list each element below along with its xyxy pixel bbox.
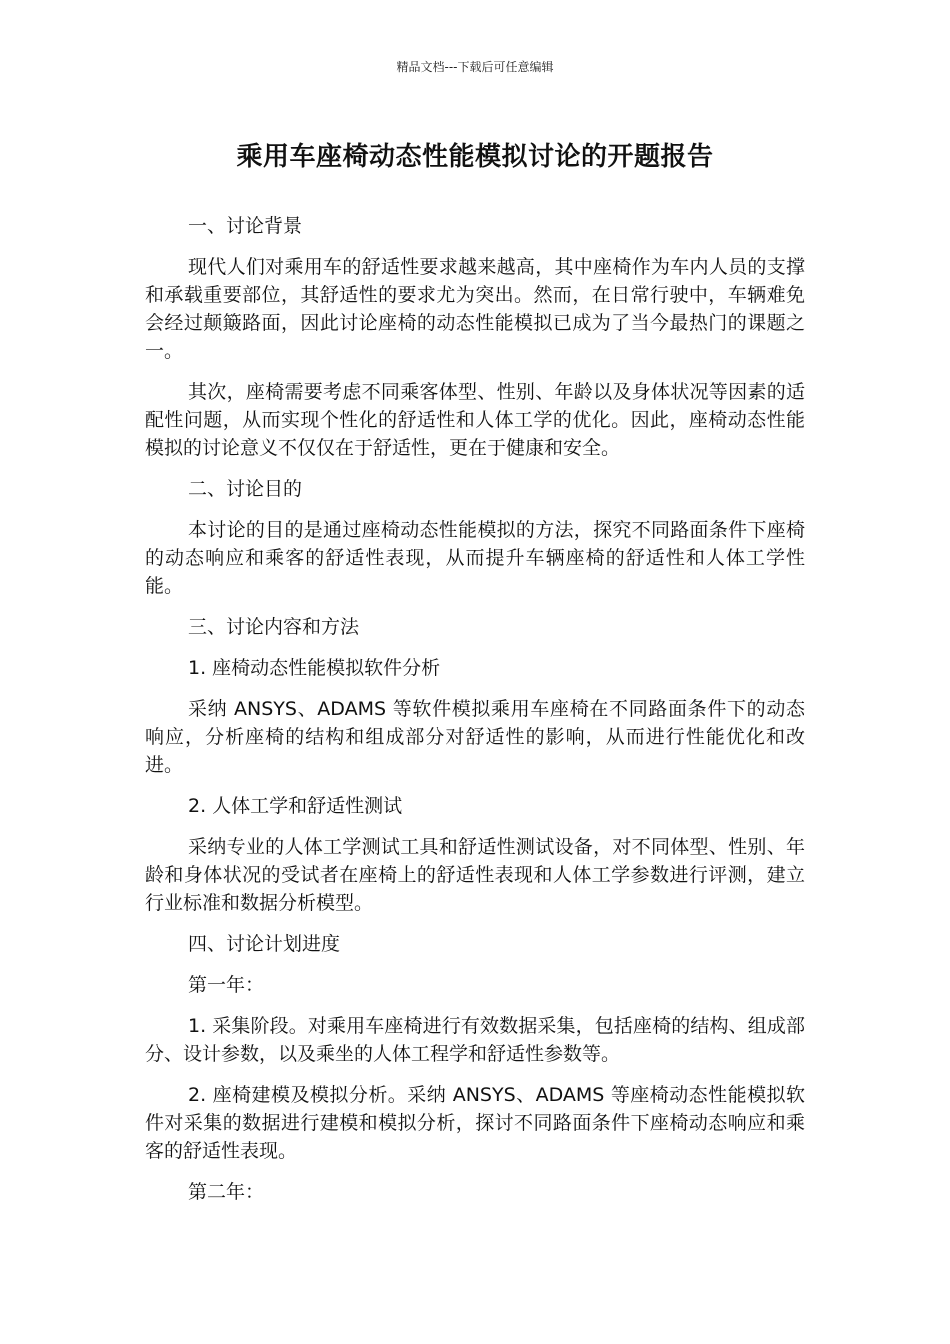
section-heading-purpose: 二、讨论目的 bbox=[188, 478, 303, 500]
list-item: 1. 采集阶段。对乘用车座椅进行有效数据采集，包括座椅的结构、组成部分、设计参数，以及乘坐的人体工程学和舒适性参数等。 bbox=[145, 1015, 805, 1065]
document-title: 乘用车座椅动态性能模拟讨论的开题报告 bbox=[236, 142, 714, 172]
year-label: 第一年： bbox=[188, 974, 265, 996]
paragraph: 其次，座椅需要考虑不同乘客体型、性别、年龄以及身体状况等因素的适配性问题，从而实现个性化的舒适性和人体工学的优化。因此，座椅动态性能模拟的讨论意义不仅仅在于舒适性，更在于健康和安全。 bbox=[145, 381, 805, 459]
header-note: 精品文档---下载后可任意编辑 bbox=[396, 60, 554, 74]
paragraph: 本讨论的目的是通过座椅动态性能模拟的方法，探究不同路面条件下座椅的动态响应和乘客的舒适性表现，从而提升车辆座椅的舒适性和人体工学性能。 bbox=[145, 519, 805, 597]
section-heading-schedule: 四、讨论计划进度 bbox=[188, 933, 341, 955]
paragraph: 现代人们对乘用车的舒适性要求越来越高，其中座椅作为车内人员的支撑和承载重要部位，其舒适性的要求尤为突出。然而，在日常行驶中，车辆难免会经过颠簸路面，因此讨论座椅的动态性能模拟已成为了当今最热门的课题之一。 bbox=[145, 256, 805, 362]
paragraph: 采纳专业的人体工学测试工具和舒适性测试设备，对不同体型、性别、年龄和身体状况的受试者在座椅上的舒适性表现和人体工学参数进行评测，建立行业标准和数据分析模型。 bbox=[145, 836, 805, 914]
subheading: 2. 人体工学和舒适性测试 bbox=[188, 795, 403, 817]
list-item: 2. 座椅建模及模拟分析。采纳 ANSYS、ADAMS 等座椅动态性能模拟软件对采集的数据进行建模和模拟分析，探讨不同路面条件下座椅动态响应和乘客的舒适性表现。 bbox=[145, 1084, 805, 1162]
section-heading-content-methods: 三、讨论内容和方法 bbox=[188, 616, 360, 638]
paragraph: 采纳 ANSYS、ADAMS 等软件模拟乘用车座椅在不同路面条件下的动态响应，分析座椅的结构和组成部分对舒适性的影响，从而进行性能优化和改进。 bbox=[145, 698, 805, 776]
subheading: 1. 座椅动态性能模拟软件分析 bbox=[188, 657, 441, 679]
section-heading-background: 一、讨论背景 bbox=[188, 215, 303, 237]
year-label: 第二年： bbox=[188, 1181, 265, 1203]
document-body bbox=[145, 212, 805, 1219]
